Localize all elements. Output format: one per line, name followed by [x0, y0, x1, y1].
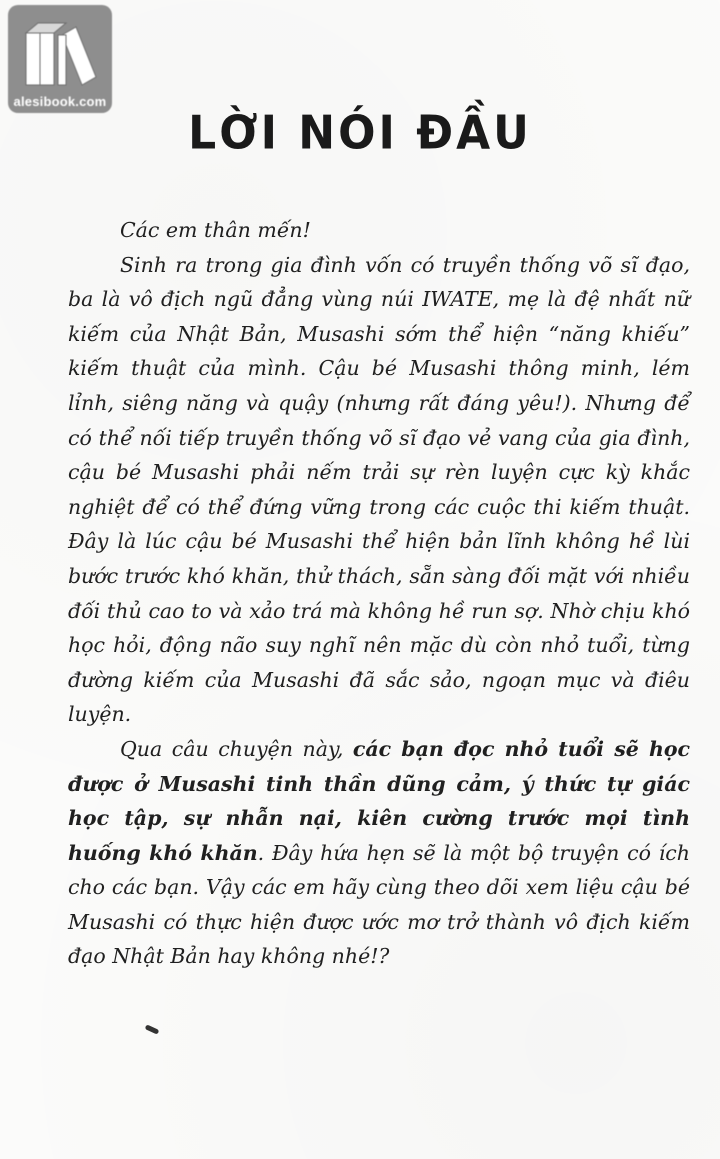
paragraph-2-emphasis: các bạn đọc nhỏ tuổi sẽ học được ở Musashi tinh thần dũng cảm, ý thức tự giác học tập, sự nhẫn nại, kiên cường trước mọi tình huống khó khăn	[68, 736, 691, 865]
paragraph-1: Sinh ra trong gia đình vốn có truyền thống võ sĩ đạo, ba là vô địch ngũ đẳng vùng núi IWATE, mẹ là đệ nhất nữ kiếm của Nhật Bản, Musashi sớm thể hiện “năng khiếu” kiếm thuật của mình. Cậu bé Musashi thông minh, lém lỉnh, siêng năng và quậy (nhưng rất đáng yêu!). Nhưng để có thể nối tiếp truyền thống võ sĩ đạo vẻ vang của gia đình, cậu bé Musashi phải nếm trải sự rèn luyện cực kỳ khắc nghiệt để có thể đứng vững trong các cuộc thi kiếm thuật. Đây là lúc cậu bé Musashi thể hiện bản lĩnh không hề lùi bước trước khó khăn, thử thách, sẵn sàng đối mặt với nhiều đối thủ cao to và xảo trá mà không hề run sợ. Nhờ chịu khó học hỏi, động não suy nghĩ nên mặc dù còn nhỏ tuổi, từng đường kiếm của Musashi đã sắc sảo, ngoạn mục và điêu luyện.	[68, 252, 690, 727]
watermark-logo	[8, 5, 112, 113]
watermark-text: alesibook.com	[13, 94, 107, 109]
book-icon	[22, 15, 98, 91]
preface-body	[68, 213, 690, 974]
scan-artifact	[145, 1024, 160, 1034]
paragraph-2-rest: . Đây hứa hẹn sẽ là một bộ truyện có ích cho các bạn. Vậy các em hãy cùng theo dõi xem liệu cậu bé Musashi có thực hiện được ước mơ trở thành vô địch kiếm đạo Nhật Bản hay không nhé!?	[68, 840, 690, 969]
paragraph-2	[68, 732, 690, 974]
page-title: LỜI NÓI ĐẦU	[188, 106, 532, 161]
salutation: Các em thân mến!	[120, 218, 311, 242]
paragraph-2-lead: Qua câu chuyện này,	[120, 736, 353, 761]
